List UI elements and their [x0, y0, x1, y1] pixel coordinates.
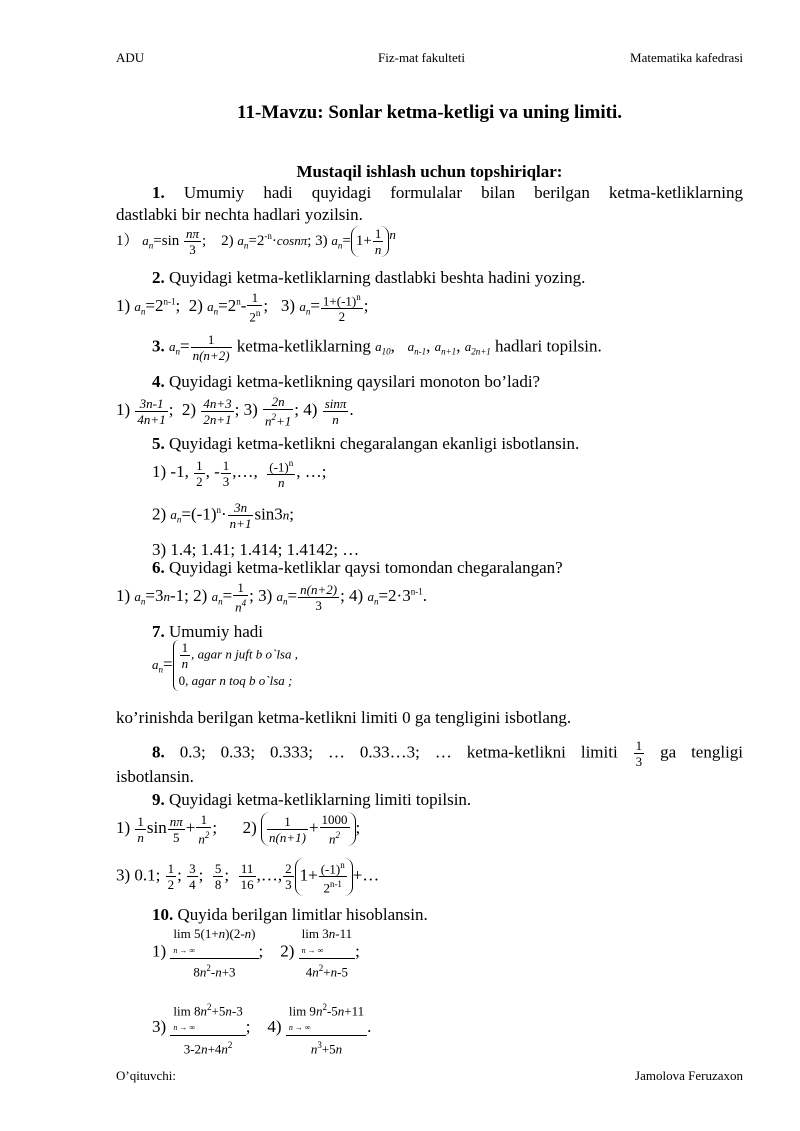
- task-6-formulas: 1) $a_n=3n-1$; 2) $a_n=$ $\frac{1}{n^4}$ ; 3) $a_n=$ $\frac{n(n+2)}{3}$ ; 4) $a_n=2\cdot 3^{n-1}$.: [116, 580, 427, 615]
- task-8-line-1: 8. 0.3; 0.33; 0.333; … 0.33…3; … ketma-ketlikni limiti $\frac{1}{3}$ ga tengligi: [152, 738, 744, 769]
- task-1-line-2: dastlabki bir nechta hadlari yozilsin.: [116, 205, 363, 224]
- task-5-item-2: 2) $a_n=(-1)^n\cdot$ $\frac{3n}{n+1}$ sin3n;: [152, 500, 295, 531]
- task-5-item-1: 1) -1, $\frac{1}{2}$ , - $\frac{1}{3}$ ,…, $\frac{(-1)^n}{n}$ , …;: [152, 457, 327, 491]
- page-title: 11-Mavzu: Sonlar ketma-ketligi va uning limiti.: [237, 102, 622, 123]
- task-7-heading: 7. Umumiy hadi: [152, 622, 263, 641]
- task-5-item-3: 3) 1.4; 1.41; 1.414; 1.4142; …: [152, 540, 360, 559]
- task-2-heading: 2. Quyidagi ketma-ketliklarning dastlabki beshta hadini yozing.: [152, 268, 586, 287]
- task-1-line-1: 1. Umumiy hadi quyidagi formulalar bilan berilgan ketma-ketliklarning: [152, 183, 743, 202]
- task-8-line-2: isbotlansin.: [116, 767, 194, 786]
- task-7-piecewise: $a_n=$ $\frac{1}{n}$ , agar n juft b o`lsa , 0, agar n toq b o`lsa ;: [152, 640, 298, 691]
- task-10-heading: 10. Quyida berilgan limitlar hisoblansin.: [152, 905, 428, 924]
- footer-left: O’qituvchi:: [116, 1068, 176, 1083]
- task-10-formulas-1: 1) lim 5(1+n)(2-n) n → ∞ $8n^2-n+3$ ; 2) lim 3n-11 n → ∞ $4n^2+n-5$ ;: [152, 926, 360, 980]
- header-left: ADU: [116, 50, 145, 65]
- task-1-formulas: 1） $a_n=\sin$ $\frac{n\pi}{3}$ ; 2) $a_n=2^{-n}\cdot\cos n\pi$; 3) $a_n= 1+$ $\frac{1}{n}$ $^n$: [116, 226, 396, 257]
- task-10-formulas-2: 3) $\lim 8n^2+5n-3$ n → ∞ $3-2n+4n^2$ ; 4) $\lim 9n^2-5n+11$ n → ∞ $n^3+5n$ .: [152, 1002, 372, 1057]
- task-2-formulas: 1) $a_n=2^{n-1}$; 2) $a_n=2^n-$ $\frac{1}{2^n}$ ; 3) $a_n=$ $\frac{1+(-1)^n}{2}$ ;: [116, 290, 369, 325]
- task-9-formulas-2: 3) 0.1; $\frac{1}{2}$ ; $\frac{3}{4}$ ; $\frac{5}{8}$ ; $\frac{11}{16}$ ,…, $\frac{2}{3}$ 1+ $\frac{(-1)^n}{2^{n-1}}$ +…: [116, 860, 380, 896]
- task-4-heading: 4. Quyidagi ketma-ketlikning qaysilari monoton bo’ladi?: [152, 372, 541, 391]
- task-3: 3. $a_n=$ $\frac{1}{n(n+2)}$ ketma-ketliklarning $a_{10}$, $a_{n-1}$, $a_{n+1}$, $a_{2n+1}$ hadlari topilsin.: [152, 332, 602, 363]
- header-center: Fiz-mat fakulteti: [378, 50, 466, 65]
- task-9-formulas-1: 1) $\frac{1}{n}$ sin $\frac{n\pi}{5}$ + $\frac{1}{n^2}$ ; 2) $\frac{1}{n(n+1)}$ + $\frac{1000}{n^2}$ ;: [116, 812, 361, 847]
- task-7-tail: ko’rinishda berilgan ketma-ketlikni limiti 0 ga tengligini isbotlang.: [116, 708, 572, 727]
- task-6-heading: 6. Quyidagi ketma-ketliklar qaysi tomondan chegaralangan?: [152, 558, 563, 577]
- task-4-formulas: 1) $\frac{3n-1}{4n+1}$ ; 2) $\frac{4n+3}{2n+1}$ ; 3) $\frac{2n}{n^2+1}$ ; 4) $\frac{\sin\pi}{n}$ .: [116, 394, 354, 429]
- task-9-heading: 9. Quyidagi ketma-ketliklarning limiti topilsin.: [152, 790, 472, 809]
- task-5-heading: 5. Quyidagi ketma-ketlikni chegaralangan ekanligi isbotlansin.: [152, 434, 580, 453]
- header-right: Matematika kafedrasi: [630, 50, 743, 65]
- section-subtitle: Mustaqil ishlash uchun topshiriqlar:: [296, 162, 563, 181]
- footer-right: Jamolova Feruzaxon: [635, 1068, 743, 1083]
